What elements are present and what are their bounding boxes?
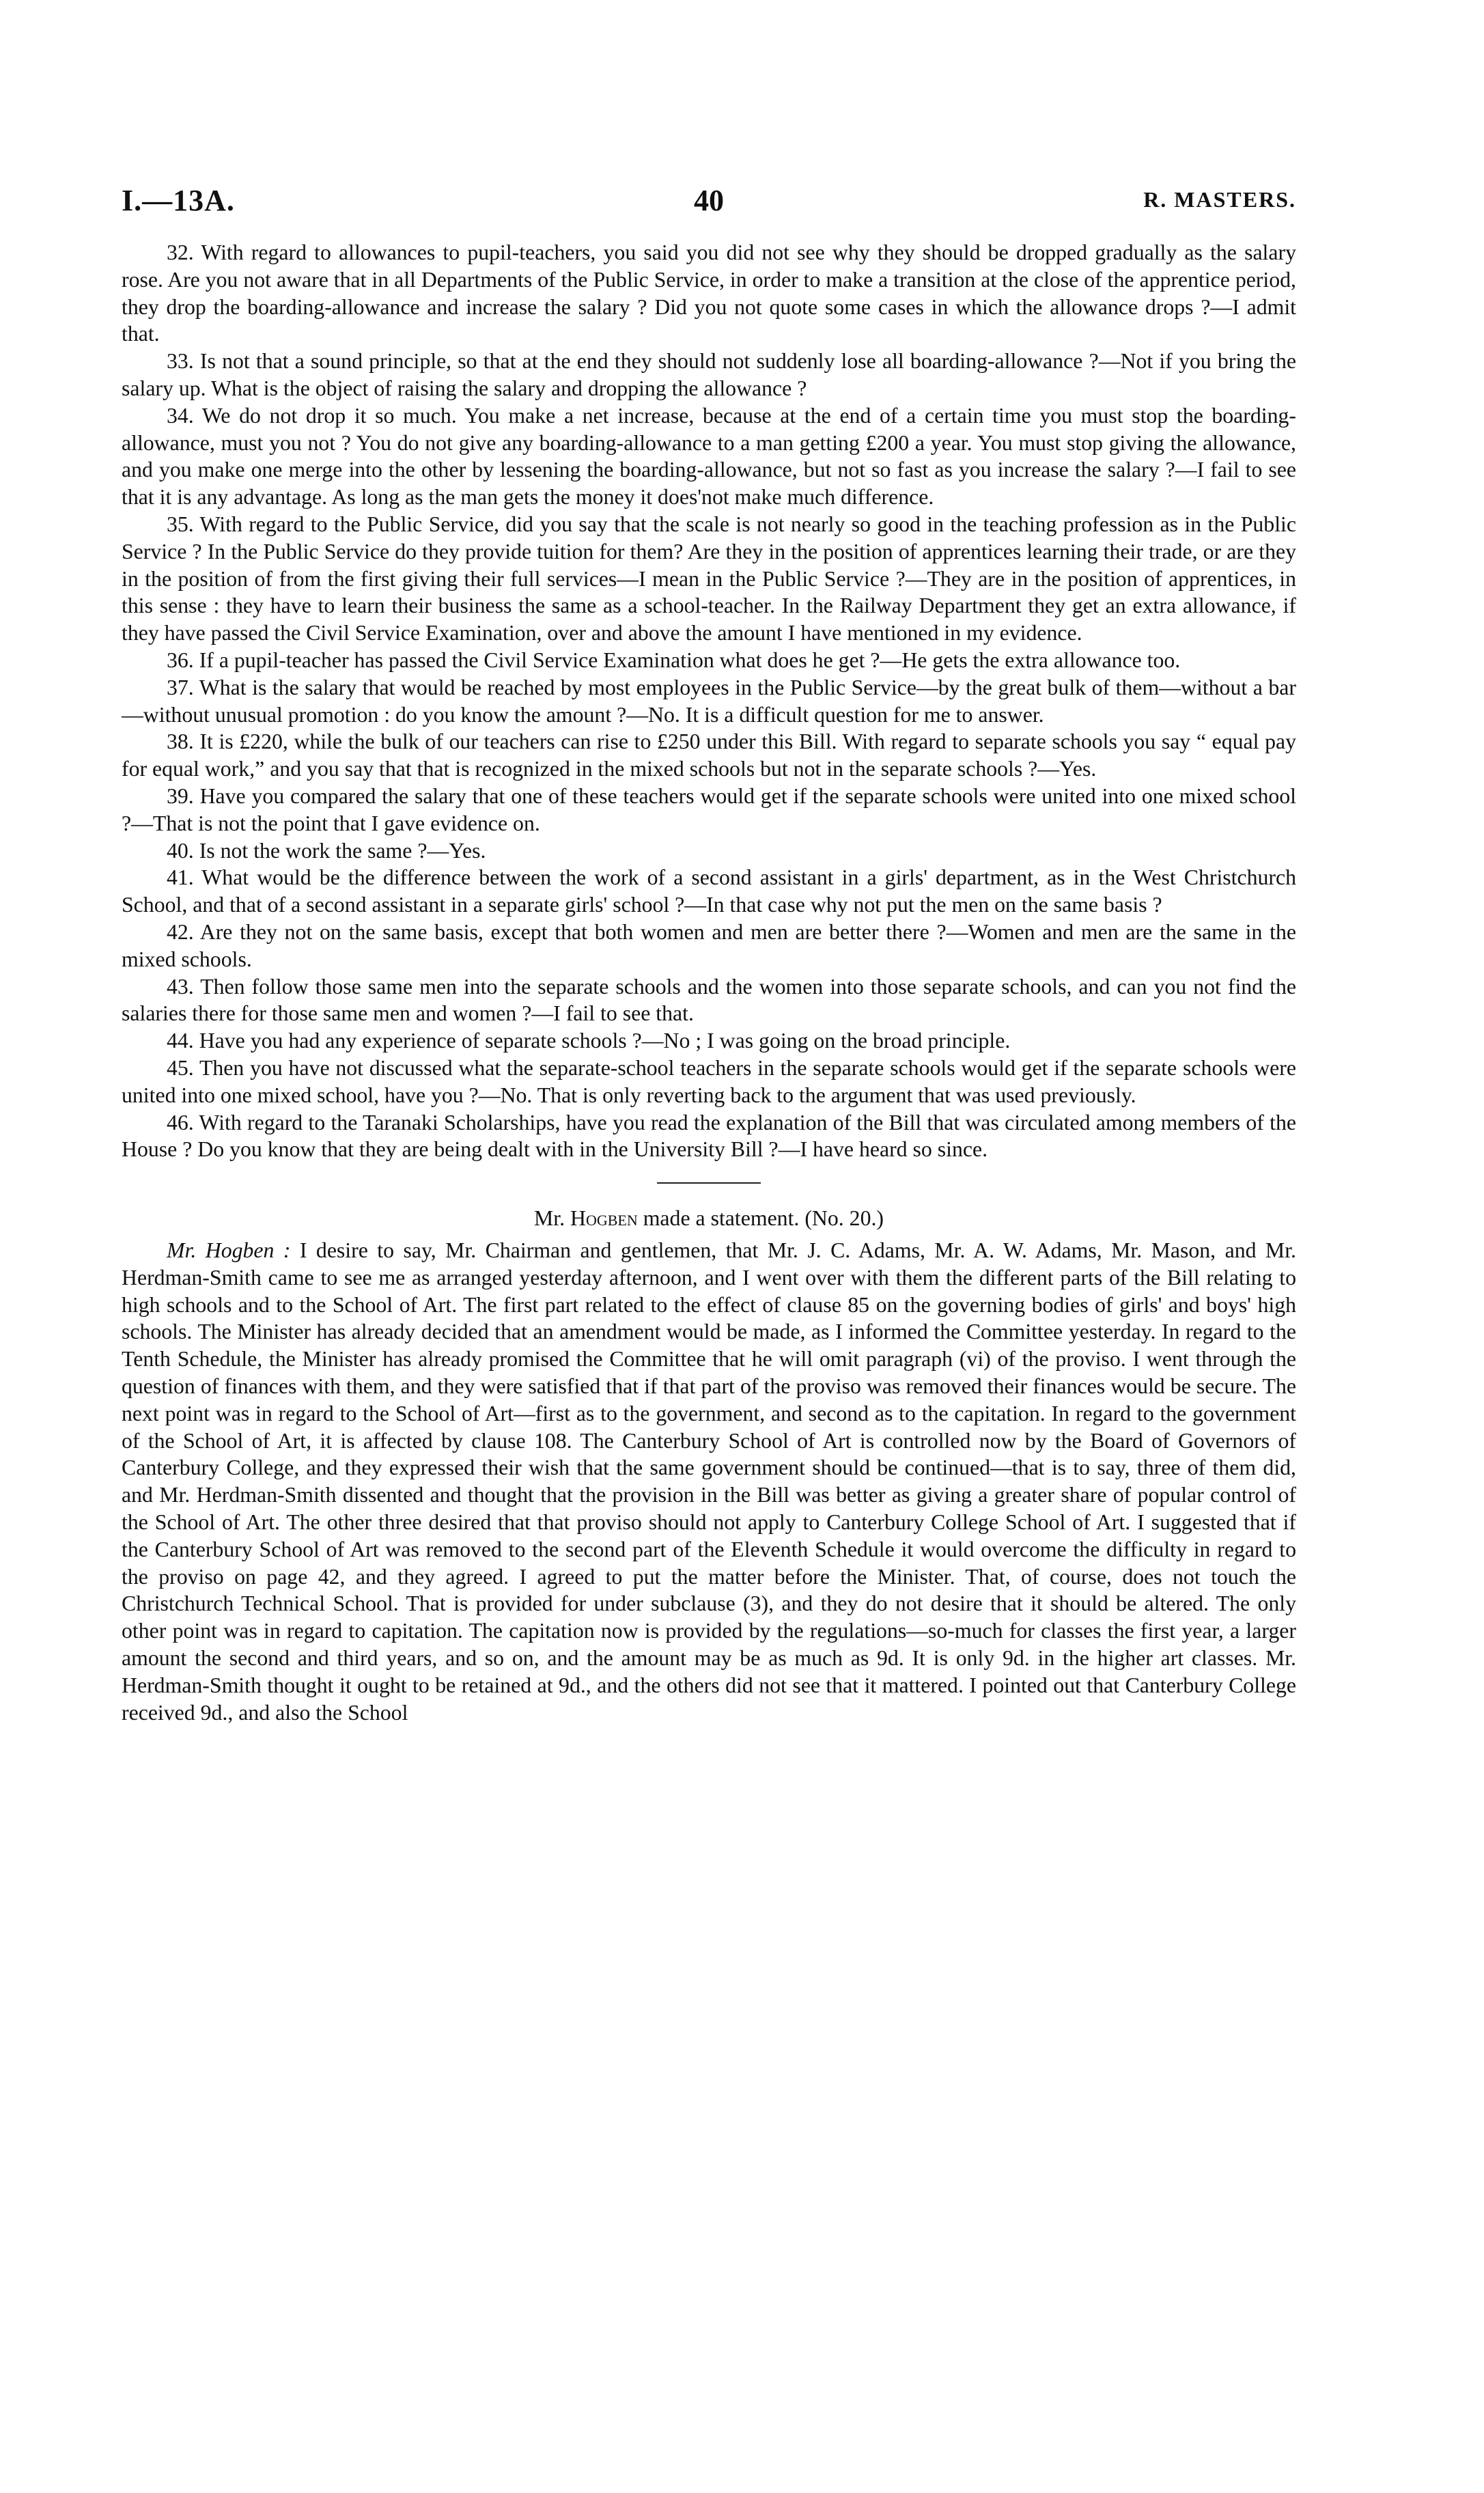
- question-34: 34. We do not drop it so much. You make a net increase, because at the end of a certain time you must stop the boarding-allowance, must you not ? You do not give any boarding-allowance to a man getting £200 a year. You must stop giving the allowance, and you make one merge into the other by lessening the boarding-allowance, but not so fast as you increase the salary ?—I fail to see that it is any advantage. As long as the man gets the money it does'not make much difference.: [122, 403, 1296, 510]
- page-header: [122, 183, 1296, 224]
- question-46: 46. With regard to the Taranaki Scholarships, have you read the explanation of the Bill that was circulated among members of the House ? Do you know that they are being dealt with in the University Bill ?—I have heard so since.: [122, 1110, 1296, 1162]
- question-44: 44. Have you had any experience of separate schools ?—No ; I was going on the broad principle.: [167, 1029, 1011, 1053]
- statement-heading: [122, 1204, 1296, 1233]
- question-36: 36. If a pupil-teacher has passed the Civil Service Examination what does he get ?—He gets the extra allowance too.: [167, 647, 1181, 672]
- question-40: 40. Is not the work the same ?—Yes.: [167, 838, 486, 863]
- speaker-label: Mr. Hogben :: [167, 1238, 291, 1263]
- question-33: 33. Is not that a sound principle, so that at the end they should not suddenly lose all boarding-allowance ?—Not if you bring the salary up. What is the object of raising the salary and dropping the allowance ?: [122, 349, 1296, 400]
- heading-prefix: Mr.: [533, 1206, 565, 1231]
- heading-name: Hogben: [570, 1206, 638, 1231]
- section-divider: [657, 1182, 761, 1184]
- statement-text: I desire to say, Mr. Chairman and gentlemen, that Mr. J. C. Adams, Mr. A. W. Adams, Mr. Mason, and Mr. Herdman-Smith came to see me as arranged yesterday afternoon, and I went over with them the different parts of the Bill relating to high schools and to the School of Art. The first part related to the effect of clause 85 on the governing bodies of girls' and boys' high schools. The Minister has already decided that an amendment would be made, as I informed the Committee yesterday. In regard to the Tenth Schedule, the Minister has already promised the Committee that he will omit paragraph (vi) of the proviso. I went through the question of finances with them, and they were satisfied that if that part of the proviso was removed their finances would be secure. The next point was in regard to the School of Art—first as to the government, and second as to the capitation. In regard to the government of the School of Art, it is affected by clause 108. The Canterbury School of Art is controlled now by the Board of Governors of Canterbury College, and they expressed their wish that the same government should be continued—that is to say, three of them did, and Mr. Herdman-Smith dissented and thought that the provision in the Bill was better as giving a greater share of popular control of the School of Art. The other three desired that that proviso should not apply to Canterbury College School of Art. I suggested that if the Canterbury School of Art was removed to the second part of the Eleventh Schedule it would overcome the difficulty in regard to the proviso on page 42, and they agreed. I agreed to put the matter before the Minister. That, of course, does not touch the Christchurch Technical School. That is provided for under subclause (3), and they do not desire that it should be altered. The only other point was in regard to capitation. The capitation now is provided by the regulations—so-much for classes the first year, a larger amount the second and third years, and so on, and the amount may be as much as 9d. It is only 9d. in the higher art classes. Mr. Herdman-Smith thought it ought to be retained at 9d., and the others did not see that it mattered. I pointed out that Canterbury College received 9d., and also the School: [122, 1238, 1296, 1725]
- statement-paragraph: [122, 1237, 1296, 1726]
- page-number: 40: [694, 184, 724, 217]
- question-39: 39. Have you compared the salary that one of these teachers would get if the separate schools were united into one mixed school ?—That is not the point that I gave evidence on.: [122, 783, 1296, 835]
- question-43: 43. Then follow those same men into the separate schools and the women into those separate schools, and can you not find the salaries there for those same men and women ?—I fail to see that.: [122, 974, 1296, 1026]
- question-45: 45. Then you have not discussed what the separate-school teachers in the separate schools would get if the separate schools were united into one mixed school, have you ?—No. That is only reverting back to the argument that was used previously.: [122, 1055, 1296, 1107]
- document-reference: I.—13A.: [122, 184, 235, 217]
- page-body: [122, 239, 1296, 1726]
- question-38: 38. It is £220, while the bulk of our teachers can rise to £250 under this Bill. With regard to separate schools you say “ equal pay for equal work,” and you say that that is recognized in the mixed schools but not in the separate schools ?—Yes.: [122, 729, 1296, 781]
- question-35: 35. With regard to the Public Service, did you say that the scale is not nearly so good in the teaching profession as in the Public Service ? In the Public Service do they provide tuition for them? Are they in the position of apprentices learning their trade, or are they in the position of from the first giving their full services—I mean in the Public Service ?—They are in the position of apprentices, in this sense : they have to learn their business the same as a school-teacher. In the Railway Department they get an extra allowance, if they have passed the Civil Service Examination, over and above the amount I have mentioned in my evidence.: [122, 512, 1296, 645]
- question-32: 32. With regard to allowances to pupil-teachers, you said you did not see why they should be dropped gradually as the salary rose. Are you not aware that in all Departments of the Public Service, in order to make a transition at the close of the apprentice period, they drop the boarding-allowance and increase the salary ? Did you not quote some cases in which the allowance drops ?—I admit that.: [122, 240, 1296, 346]
- question-41: 41. What would be the difference between the work of a second assistant in a girls' department, as in the West Christchurch School, and that of a second assistant in a separate girls' school ?—In that case why not put the men on the same basis ?: [122, 865, 1296, 917]
- question-37: 37. What is the salary that would be reached by most employees in the Public Service—by the great bulk of them—without a bar—without unusual promotion : do you know the amount ?—No. It is a difficult question for me to answer.: [122, 675, 1296, 727]
- witness-name: R. MASTERS.: [1143, 187, 1296, 212]
- question-42: 42. Are they not on the same basis, except that both women and men are better there ?—Women and men are the same in the mixed schools.: [122, 919, 1296, 971]
- heading-suffix: made a statement. (No. 20.): [643, 1206, 884, 1231]
